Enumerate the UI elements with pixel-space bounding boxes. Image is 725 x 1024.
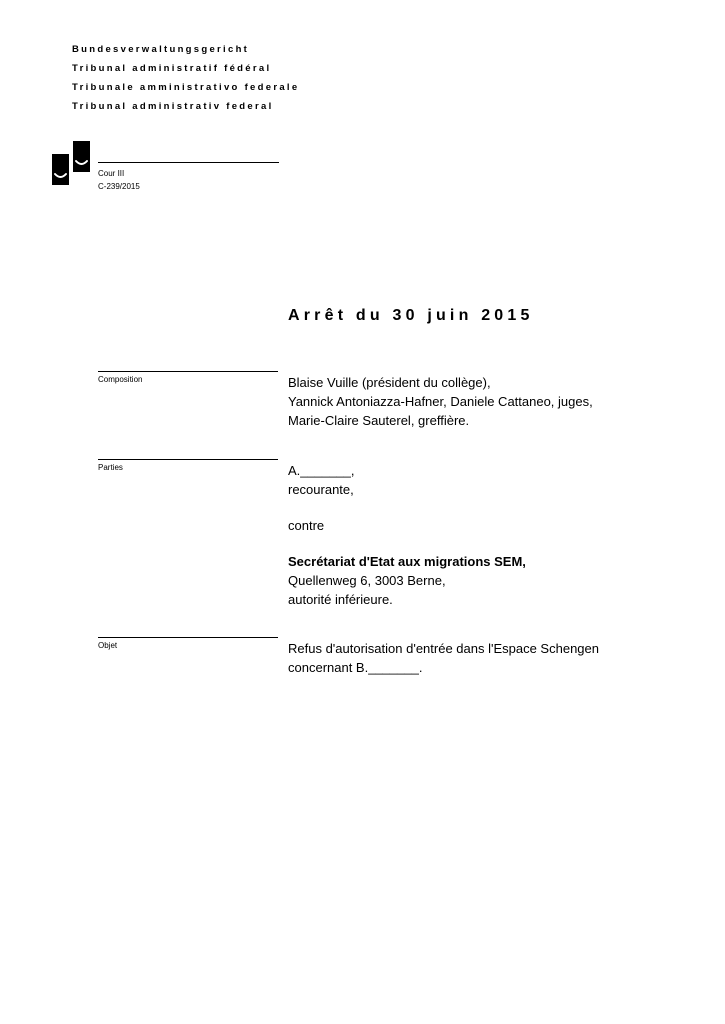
composition-section bbox=[288, 373, 708, 430]
court-name-fr: Tribunal administratif fédéral bbox=[72, 63, 272, 74]
subject-line: concernant B._______. bbox=[288, 660, 423, 675]
case-number: C-239/2015 bbox=[98, 182, 140, 191]
subject-label: Objet bbox=[98, 641, 118, 650]
composition-label: Composition bbox=[98, 375, 143, 384]
court-name-de: Bundesverwaltungsgericht bbox=[72, 44, 250, 55]
subject-divider bbox=[98, 637, 278, 638]
header-divider bbox=[98, 162, 279, 163]
parties-divider bbox=[98, 459, 278, 460]
subject-line: Refus d'autorisation d'entrée dans l'Espace Schengen bbox=[288, 641, 599, 656]
composition-divider bbox=[98, 371, 278, 372]
page-title: Arrêt du 30 juin 2015 bbox=[288, 307, 534, 324]
respondent-address: Quellenweg 6, 3003 Berne, bbox=[288, 573, 446, 588]
subject-section bbox=[288, 639, 708, 677]
division: Cour III bbox=[98, 169, 125, 178]
appellant-name: A._______, bbox=[288, 463, 355, 478]
composition-line: Marie-Claire Sauterel, greffière. bbox=[288, 413, 470, 428]
case-meta bbox=[98, 167, 140, 193]
composition-line: Blaise Vuille (président du collège), bbox=[288, 375, 491, 390]
appellant-role: recourante, bbox=[288, 482, 354, 497]
court-name-rm: Tribunal administrativ federal bbox=[72, 101, 274, 112]
court-names bbox=[72, 40, 299, 116]
court-logo-icon bbox=[52, 141, 92, 185]
respondent-role: autorité inférieure. bbox=[288, 592, 393, 607]
parties-label: Parties bbox=[98, 463, 123, 472]
court-name-it: Tribunale amministrativo federale bbox=[72, 82, 300, 93]
parties-section bbox=[288, 461, 708, 609]
composition-line: Yannick Antoniazza-Hafner, Daniele Cattaneo, juges, bbox=[288, 394, 593, 409]
versus-text: contre bbox=[288, 518, 325, 533]
respondent-name: Secrétariat d'Etat aux migrations SEM, bbox=[288, 554, 526, 569]
